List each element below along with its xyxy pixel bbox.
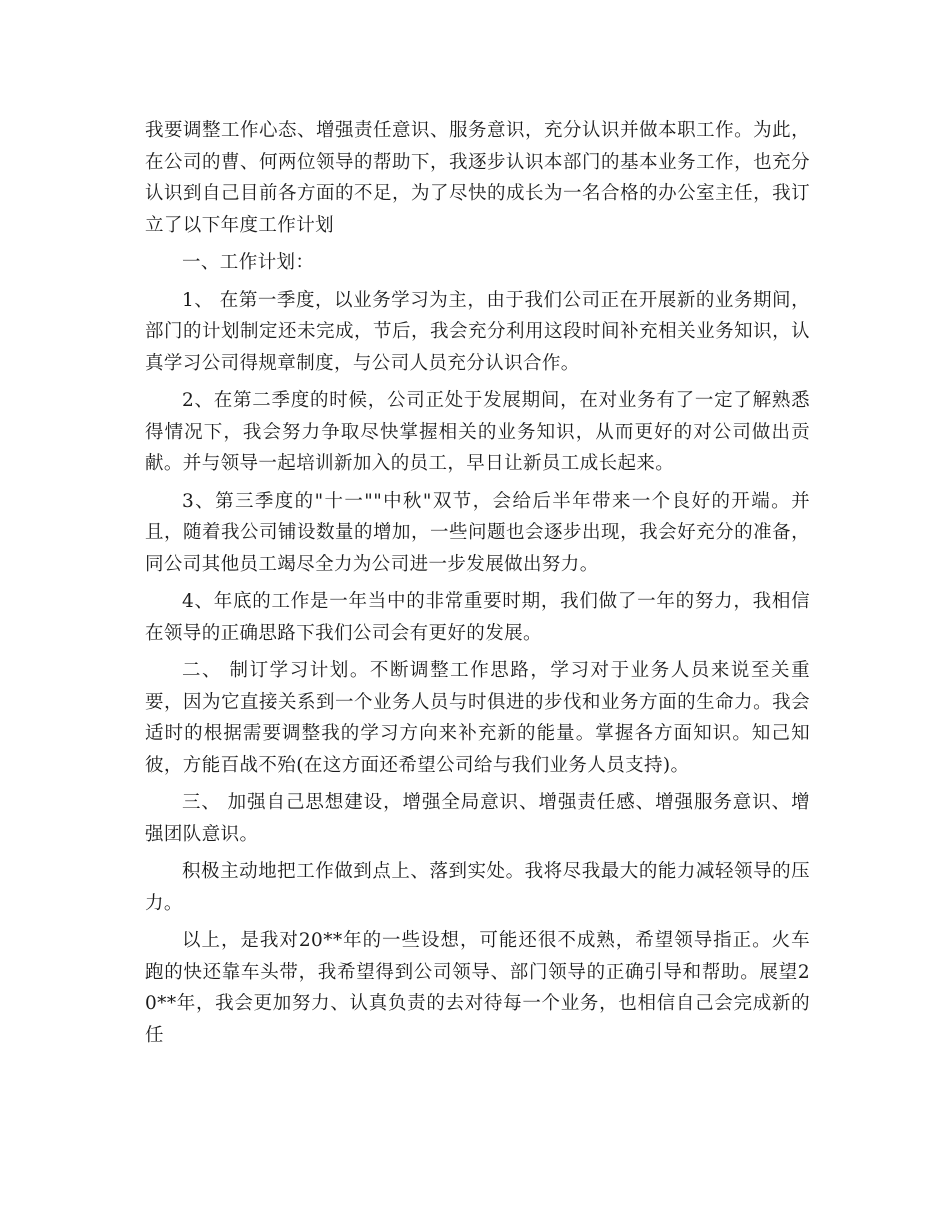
paragraph-proactive: 积极主动地把工作做到点上、落到实处。我将尽我最大的能力减轻领导的压力。	[145, 861, 810, 914]
paragraph-study-plan: 二、 制订学习计划。不断调整工作思路，学习对于业务人员来说至关重要，因为它直接关系到一个业务人员与时俱进的步伐和业务方面的生命力。我会适时的根据需要调整我的学习方向来补充新的能量。掌握各方面知识。知己知彼，方能百战不殆(在这方面还希望公司给与我们业务人员支持)。	[145, 660, 810, 776]
paragraph-conclusion: 以上，是我对20**年的一些设想，可能还很不成熟，希望领导指正。火车跑的快还靠车头带，我希望得到公司领导、部门领导的正确引导和帮助。展望20**年，我会更加努力、认真负责的去对待每一个业务，也相信自己会完成新的任	[145, 930, 810, 1046]
paragraph-intro: 我要调整工作心态、增强责任意识、服务意识，充分认识并做本职工作。为此，在公司的曹、何两位领导的帮助下，我逐步认识本部门的基本业务工作，也充分认识到自己目前各方面的不足，为了尽快的成长为一名合格的办公室主任，我订立了以下年度工作计划	[145, 120, 810, 236]
heading-work-plan: 一、工作计划：	[182, 252, 315, 273]
paragraph-ideology: 三、 加强自己思想建设，增强全局意识、增强责任感、增强服务意识、增强团队意识。	[145, 792, 810, 845]
paragraph-year-end: 4、年底的工作是一年当中的非常重要时期，我们做了一年的努力，我相信在领导的正确思路下我们公司会有更好的发展。	[145, 591, 810, 644]
paragraph-q1: 1、 在第一季度，以业务学习为主，由于我们公司正在开展新的业务期间，部门的计划制定还未完成，节后，我会充分利用这段时间补充相关业务知识，认真学习公司得规章制度，与公司人员充分认识合作。	[145, 289, 810, 374]
paragraph-q3: 3、第三季度的"十一""中秋"双节，会给后半年带来一个良好的开端。并且，随着我公司铺设数量的增加，一些问题也会逐步出现，我会好充分的准备，同公司其他员工竭尽全力为公司进一步发展做出努力。	[145, 490, 810, 575]
document-body	[145, 115, 810, 1057]
paragraph-q2: 2、在第二季度的时候，公司正处于发展期间，在对业务有了一定了解熟悉得情况下，我会努力争取尽快掌握相关的业务知识，从而更好的对公司做出贡献。并与领导一起培训新加入的员工，早日让新员工成长起来。	[145, 390, 810, 474]
